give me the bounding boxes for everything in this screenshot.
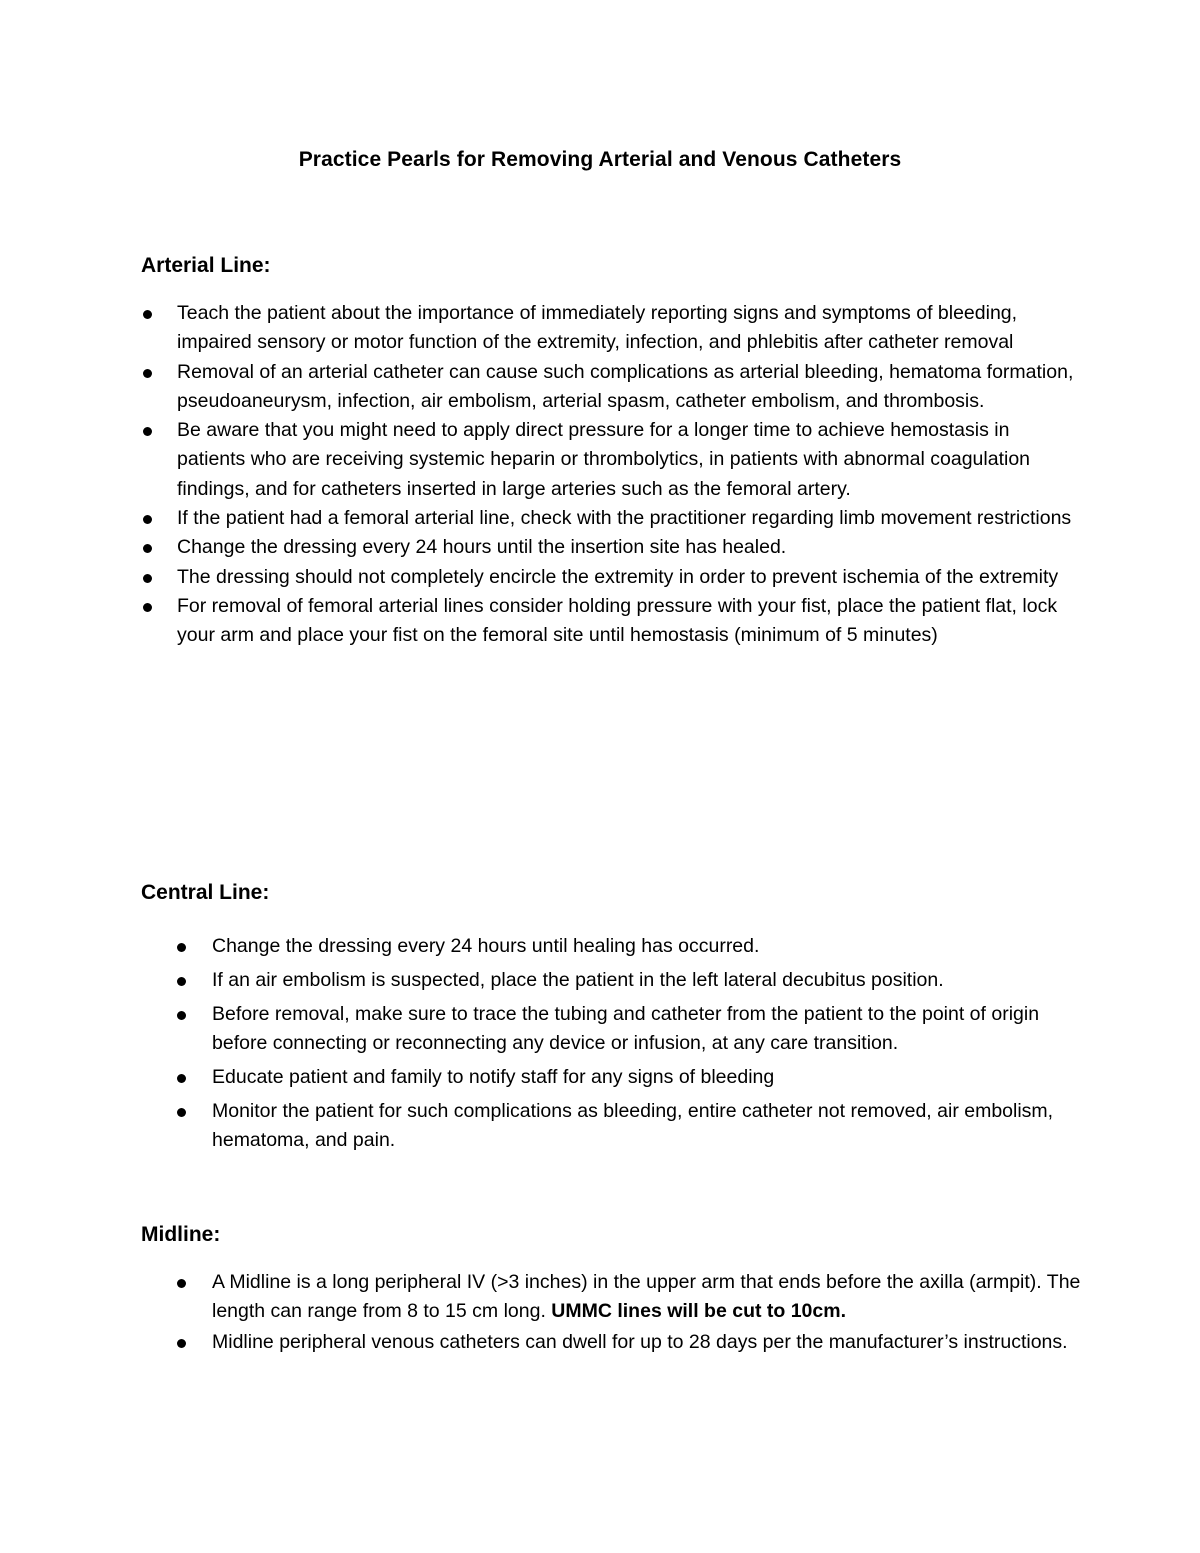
list-item <box>177 533 1077 562</box>
list-item <box>177 592 1077 651</box>
list-item-text: Be aware that you might need to apply direct pressure for a longer time to achieve hemostasis in patients who are receiving systemic heparin or thrombolytics, in patients with abnormal coagulation findings, and for catheters inserted in large arteries such as the femoral artery. <box>177 419 1031 500</box>
list-item-text: Before removal, make sure to trace the tubing and catheter from the patient to the point of origin before connecting or reconnecting any device or infusion, at any care transition. <box>212 1002 1040 1055</box>
section-heading-arterial-line: Arterial Line: <box>141 254 271 277</box>
list-item-text: Change the dressing every 24 hours until the insertion site has healed. <box>177 536 787 559</box>
list-item-text: Teach the patient about the importance of immediately reporting signs and symptoms of bleeding, impaired sensory or motor function of the extremity, infection, and phlebitis after catheter removal <box>177 302 1018 354</box>
section-heading-central-line: Central Line: <box>141 881 270 904</box>
list-item-text: Monitor the patient for such complications as bleeding, entire catheter not removed, air embolism, hematoma, and pain. <box>212 1099 1054 1152</box>
midline-list <box>212 1268 1082 1359</box>
bullet-icon <box>143 544 152 553</box>
bullet-icon <box>177 1108 186 1117</box>
list-item-text: Midline peripheral venous catheters can dwell for up to 28 days per the manufacturer’s instructions. <box>212 1331 1068 1354</box>
list-item <box>212 932 1082 961</box>
arterial-line-list <box>177 299 1077 651</box>
bullet-icon <box>177 1279 186 1288</box>
list-item <box>177 358 1077 417</box>
bullet-icon <box>143 369 152 378</box>
list-item-text: The dressing should not completely encircle the extremity in order to prevent ischemia of the extremity <box>177 565 1059 588</box>
list-item <box>177 504 1077 533</box>
bullet-icon <box>177 1074 186 1083</box>
bullet-icon <box>143 427 152 436</box>
bullet-icon <box>143 603 152 612</box>
list-item <box>212 1097 1082 1156</box>
bullet-icon <box>177 1011 186 1020</box>
bullet-icon <box>177 977 186 986</box>
list-item-emphasis: UMMC lines will be cut to 10cm. <box>551 1300 846 1323</box>
section-heading-midline: Midline: <box>141 1223 221 1246</box>
document-title: Practice Pearls for Removing Arterial and Venous Catheters <box>298 148 902 171</box>
bullet-icon <box>143 574 152 583</box>
list-item-text: For removal of femoral arterial lines consider holding pressure with your fist, place the patient flat, lock your arm and place your fist on the femoral site until hemostasis (minimum of 5 minutes) <box>177 594 1058 647</box>
list-item-text: Change the dressing every 24 hours until healing has occurred. <box>212 935 760 957</box>
central-line-list <box>212 932 1082 1160</box>
list-item <box>212 1063 1082 1092</box>
list-item <box>177 299 1077 358</box>
bullet-icon <box>143 515 152 524</box>
bullet-icon <box>143 310 152 319</box>
list-item <box>212 1328 1082 1357</box>
list-item-text: A Midline is a long peripheral IV (>3 inches) in the upper arm that ends before the axilla (armpit). The length can range from 8 to 15 cm long. <box>212 1271 1081 1323</box>
list-item-text: If the patient had a femoral arterial line, check with the practitioner regarding limb movement restrictions <box>177 507 1072 530</box>
list-item <box>177 563 1077 592</box>
list-item-text: Educate patient and family to notify staff for any signs of bleeding <box>212 1065 775 1088</box>
list-item <box>212 966 1082 995</box>
bullet-icon <box>177 943 186 952</box>
list-item-text: If an air embolism is suspected, place the patient in the left lateral decubitus position. <box>212 968 944 991</box>
bullet-icon <box>177 1339 186 1348</box>
list-item <box>177 416 1077 504</box>
list-item-text: Removal of an arterial catheter can cause such complications as arterial bleeding, hematoma formation, pseudoaneurysm, infection, air embolism, arterial spasm, catheter embolism, and thrombosis. <box>177 360 1074 412</box>
list-item <box>212 1268 1082 1327</box>
list-item <box>212 1000 1082 1059</box>
